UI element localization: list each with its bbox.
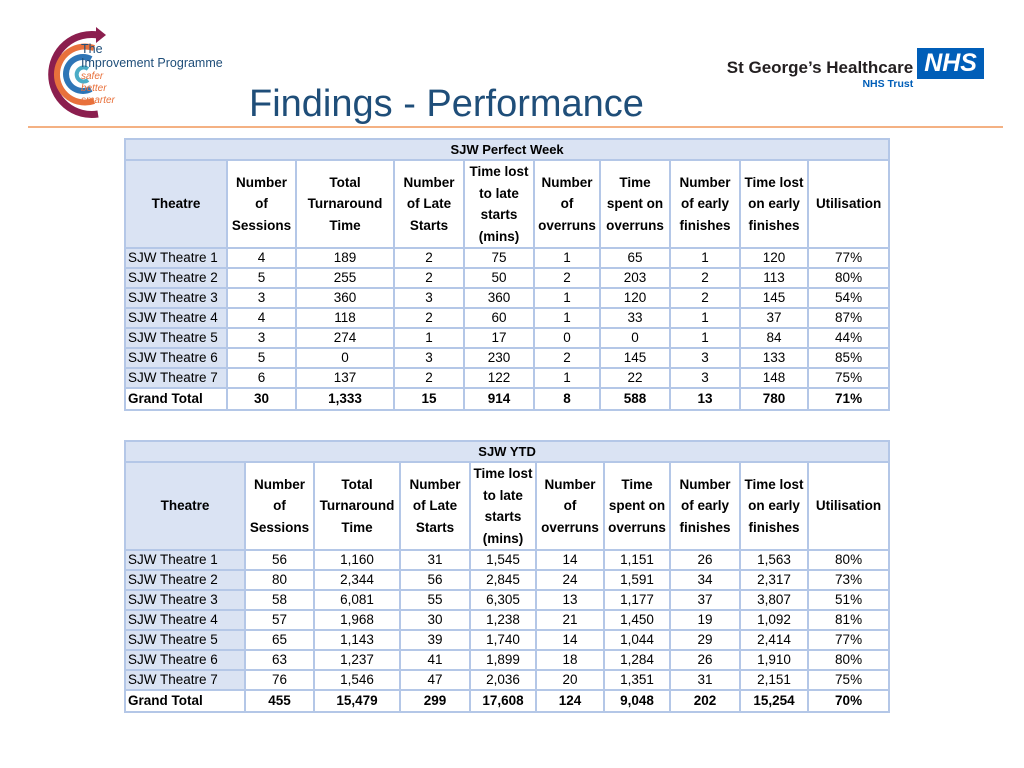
table-cell: 118 [296, 308, 394, 328]
theatre-name-cell: SJW Theatre 3 [125, 288, 227, 308]
table-cell: 54% [808, 288, 889, 308]
table-cell: 80% [808, 268, 889, 288]
table-row [125, 248, 889, 268]
table-cell: 2 [394, 248, 464, 268]
page-title: Findings - Performance [249, 83, 644, 125]
table-cell: 76 [245, 670, 314, 690]
grand-total-label: Grand Total [125, 388, 227, 410]
total-cell: 1,333 [296, 388, 394, 410]
table-cell: 44% [808, 328, 889, 348]
table-cell: 1,044 [604, 630, 670, 650]
table-cell: 0 [600, 328, 670, 348]
table-cell: 21 [536, 610, 604, 630]
total-cell: 124 [536, 690, 604, 712]
table-cell: 2 [394, 308, 464, 328]
column-header-utilisation: Utilisation [808, 160, 889, 248]
table-cell: 56 [400, 570, 470, 590]
table-cell: 2 [670, 268, 740, 288]
table-cell: 1 [670, 328, 740, 348]
org-name: St George’s Healthcare [726, 58, 914, 77]
table-cell: 13 [536, 590, 604, 610]
table-caption: SJW Perfect Week [125, 139, 889, 160]
table-cell: 33 [600, 308, 670, 328]
column-header-time-lost-late: Time lost to late starts (mins) [470, 462, 536, 550]
theatre-name-cell: SJW Theatre 1 [125, 550, 245, 570]
table-cell: 77% [808, 630, 889, 650]
table-cell: 60 [464, 308, 534, 328]
table-cell: 81% [808, 610, 889, 630]
table-row [125, 670, 889, 690]
table-cell: 51% [808, 590, 889, 610]
table-cell: 137 [296, 368, 394, 388]
table-cell: 75% [808, 368, 889, 388]
table-cell: 3,807 [740, 590, 808, 610]
table-cell: 1,160 [314, 550, 400, 570]
table-cell: 1,740 [470, 630, 536, 650]
table-cell: 75 [464, 248, 534, 268]
table-cell: 203 [600, 268, 670, 288]
column-header-time-overruns: Time spent on overruns [600, 160, 670, 248]
column-header-theatre: Theatre [125, 160, 227, 248]
table-cell: 1,910 [740, 650, 808, 670]
ytd-table [124, 440, 890, 713]
table-cell: 1,591 [604, 570, 670, 590]
table-cell: 3 [227, 328, 296, 348]
logo-tag-smarter: smarter [81, 95, 115, 106]
table-cell: 2 [534, 348, 600, 368]
column-header-overruns: Number of overruns [534, 160, 600, 248]
table-cell: 360 [464, 288, 534, 308]
column-header-turnaround: Total Turnaround Time [314, 462, 400, 550]
theatre-name-cell: SJW Theatre 2 [125, 268, 227, 288]
table-header-row [125, 462, 889, 550]
table-cell: 80 [245, 570, 314, 590]
table-cell: 4 [227, 308, 296, 328]
logo-tag-better: better [81, 83, 107, 94]
table-cell: 230 [464, 348, 534, 368]
table-cell: 2,414 [740, 630, 808, 650]
table-cell: 14 [536, 550, 604, 570]
table-cell: 1 [670, 248, 740, 268]
column-header-early-finishes: Number of early finishes [670, 462, 740, 550]
theatre-name-cell: SJW Theatre 6 [125, 650, 245, 670]
table-cell: 113 [740, 268, 808, 288]
perfect-week-table [124, 138, 890, 411]
table-cell: 84 [740, 328, 808, 348]
table-cell: 2,036 [470, 670, 536, 690]
table-cell: 2 [534, 268, 600, 288]
nhs-badge: NHS [917, 48, 984, 79]
table-cell: 6,305 [470, 590, 536, 610]
table-row [125, 610, 889, 630]
table-cell: 2,151 [740, 670, 808, 690]
table-cell: 19 [670, 610, 740, 630]
table-header-row [125, 160, 889, 248]
theatre-name-cell: SJW Theatre 2 [125, 570, 245, 590]
table-cell: 18 [536, 650, 604, 670]
table-cell: 255 [296, 268, 394, 288]
total-cell: 15,479 [314, 690, 400, 712]
table-cell: 63 [245, 650, 314, 670]
total-cell: 299 [400, 690, 470, 712]
table-cell: 2 [670, 288, 740, 308]
table-cell: 1,143 [314, 630, 400, 650]
grand-total-label: Grand Total [125, 690, 245, 712]
total-cell: 71% [808, 388, 889, 410]
table-cell: 37 [670, 590, 740, 610]
table-cell: 41 [400, 650, 470, 670]
table-row [125, 650, 889, 670]
table-cell: 39 [400, 630, 470, 650]
table-cell: 57 [245, 610, 314, 630]
table-cell: 5 [227, 348, 296, 368]
table-row [125, 630, 889, 650]
total-cell: 13 [670, 388, 740, 410]
total-cell: 202 [670, 690, 740, 712]
table-cell: 85% [808, 348, 889, 368]
table-cell: 1 [394, 328, 464, 348]
table-cell: 29 [670, 630, 740, 650]
table-cell: 120 [600, 288, 670, 308]
table-cell: 2,845 [470, 570, 536, 590]
table-cell: 31 [400, 550, 470, 570]
table-cell: 3 [394, 288, 464, 308]
column-header-time-lost-late: Time lost to late starts (mins) [464, 160, 534, 248]
table-cell: 1,546 [314, 670, 400, 690]
table-caption: SJW YTD [125, 441, 889, 462]
table-cell: 1,177 [604, 590, 670, 610]
table-cell: 1 [534, 308, 600, 328]
table-row [125, 288, 889, 308]
improvement-programme-logo [36, 26, 246, 122]
table-cell: 6,081 [314, 590, 400, 610]
column-header-overruns: Number of overruns [536, 462, 604, 550]
table-cell: 20 [536, 670, 604, 690]
table-cell: 1,545 [470, 550, 536, 570]
table-cell: 360 [296, 288, 394, 308]
table-cell: 145 [740, 288, 808, 308]
table-cell: 26 [670, 650, 740, 670]
table-cell: 26 [670, 550, 740, 570]
table-cell: 6 [227, 368, 296, 388]
org-trust: NHS Trust [862, 78, 914, 90]
table-cell: 77% [808, 248, 889, 268]
total-cell: 70% [808, 690, 889, 712]
table-cell: 1,284 [604, 650, 670, 670]
table-cell: 274 [296, 328, 394, 348]
table-cell: 55 [400, 590, 470, 610]
table-row [125, 550, 889, 570]
theatre-name-cell: SJW Theatre 4 [125, 610, 245, 630]
theatre-name-cell: SJW Theatre 1 [125, 248, 227, 268]
theatre-name-cell: SJW Theatre 5 [125, 630, 245, 650]
table-cell: 1 [670, 308, 740, 328]
total-cell: 15,254 [740, 690, 808, 712]
table-cell: 14 [536, 630, 604, 650]
table-cell: 1 [534, 288, 600, 308]
column-header-late-starts: Number of Late Starts [394, 160, 464, 248]
total-cell: 8 [534, 388, 600, 410]
total-cell: 15 [394, 388, 464, 410]
table-row [125, 348, 889, 368]
column-header-early-finishes: Number of early finishes [670, 160, 740, 248]
table-cell: 1,351 [604, 670, 670, 690]
table-cell: 34 [670, 570, 740, 590]
column-header-utilisation: Utilisation [808, 462, 889, 550]
table-row [125, 368, 889, 388]
column-header-time-lost-early: Time lost on early finishes [740, 462, 808, 550]
column-header-turnaround: Total Turnaround Time [296, 160, 394, 248]
table-cell: 133 [740, 348, 808, 368]
grand-total-row [125, 388, 889, 410]
theatre-name-cell: SJW Theatre 3 [125, 590, 245, 610]
table-cell: 65 [600, 248, 670, 268]
table-row [125, 570, 889, 590]
table-cell: 1,968 [314, 610, 400, 630]
table-cell: 3 [394, 348, 464, 368]
table-cell: 1,151 [604, 550, 670, 570]
logo-tag-safer: safer [81, 71, 104, 82]
grand-total-row [125, 690, 889, 712]
table-cell: 80% [808, 550, 889, 570]
table-cell: 3 [670, 348, 740, 368]
table-cell: 122 [464, 368, 534, 388]
table-cell: 56 [245, 550, 314, 570]
nhs-branding [727, 48, 984, 90]
table-cell: 1,563 [740, 550, 808, 570]
theatre-name-cell: SJW Theatre 4 [125, 308, 227, 328]
total-cell: 9,048 [604, 690, 670, 712]
table-cell: 73% [808, 570, 889, 590]
table-cell: 0 [296, 348, 394, 368]
table-cell: 2,344 [314, 570, 400, 590]
total-cell: 455 [245, 690, 314, 712]
total-cell: 17,608 [470, 690, 536, 712]
table-cell: 1,238 [470, 610, 536, 630]
table-cell: 87% [808, 308, 889, 328]
table-cell: 1,237 [314, 650, 400, 670]
table-cell: 1,092 [740, 610, 808, 630]
table-cell: 50 [464, 268, 534, 288]
table-cell: 65 [245, 630, 314, 650]
table-cell: 75% [808, 670, 889, 690]
theatre-name-cell: SJW Theatre 6 [125, 348, 227, 368]
table-cell: 120 [740, 248, 808, 268]
total-cell: 30 [227, 388, 296, 410]
table-cell: 30 [400, 610, 470, 630]
table-row [125, 308, 889, 328]
logo-line-1: The [81, 42, 103, 56]
table-cell: 37 [740, 308, 808, 328]
title-divider [28, 126, 1003, 128]
table-cell: 0 [534, 328, 600, 348]
table-row [125, 268, 889, 288]
table-cell: 1 [534, 368, 600, 388]
table-cell: 47 [400, 670, 470, 690]
table-cell: 1,450 [604, 610, 670, 630]
table-cell: 58 [245, 590, 314, 610]
table-cell: 4 [227, 248, 296, 268]
table-cell: 24 [536, 570, 604, 590]
table-row [125, 328, 889, 348]
column-header-time-overruns: Time spent on overruns [604, 462, 670, 550]
table-cell: 3 [670, 368, 740, 388]
table-cell: 31 [670, 670, 740, 690]
logo-line-2: Improvement Programme [81, 56, 223, 70]
table-cell: 17 [464, 328, 534, 348]
column-header-sessions: Number of Sessions [245, 462, 314, 550]
table-cell: 80% [808, 650, 889, 670]
table-cell: 189 [296, 248, 394, 268]
table-cell: 1 [534, 248, 600, 268]
theatre-name-cell: SJW Theatre 5 [125, 328, 227, 348]
theatre-name-cell: SJW Theatre 7 [125, 368, 227, 388]
column-header-late-starts: Number of Late Starts [400, 462, 470, 550]
column-header-sessions: Number of Sessions [227, 160, 296, 248]
table-cell: 3 [227, 288, 296, 308]
column-header-theatre: Theatre [125, 462, 245, 550]
total-cell: 914 [464, 388, 534, 410]
table-cell: 1,899 [470, 650, 536, 670]
table-cell: 2 [394, 368, 464, 388]
table-cell: 145 [600, 348, 670, 368]
total-cell: 780 [740, 388, 808, 410]
total-cell: 588 [600, 388, 670, 410]
theatre-name-cell: SJW Theatre 7 [125, 670, 245, 690]
table-cell: 22 [600, 368, 670, 388]
table-cell: 5 [227, 268, 296, 288]
table-cell: 2 [394, 268, 464, 288]
table-cell: 2,317 [740, 570, 808, 590]
table-row [125, 590, 889, 610]
column-header-time-lost-early: Time lost on early finishes [740, 160, 808, 248]
table-cell: 148 [740, 368, 808, 388]
